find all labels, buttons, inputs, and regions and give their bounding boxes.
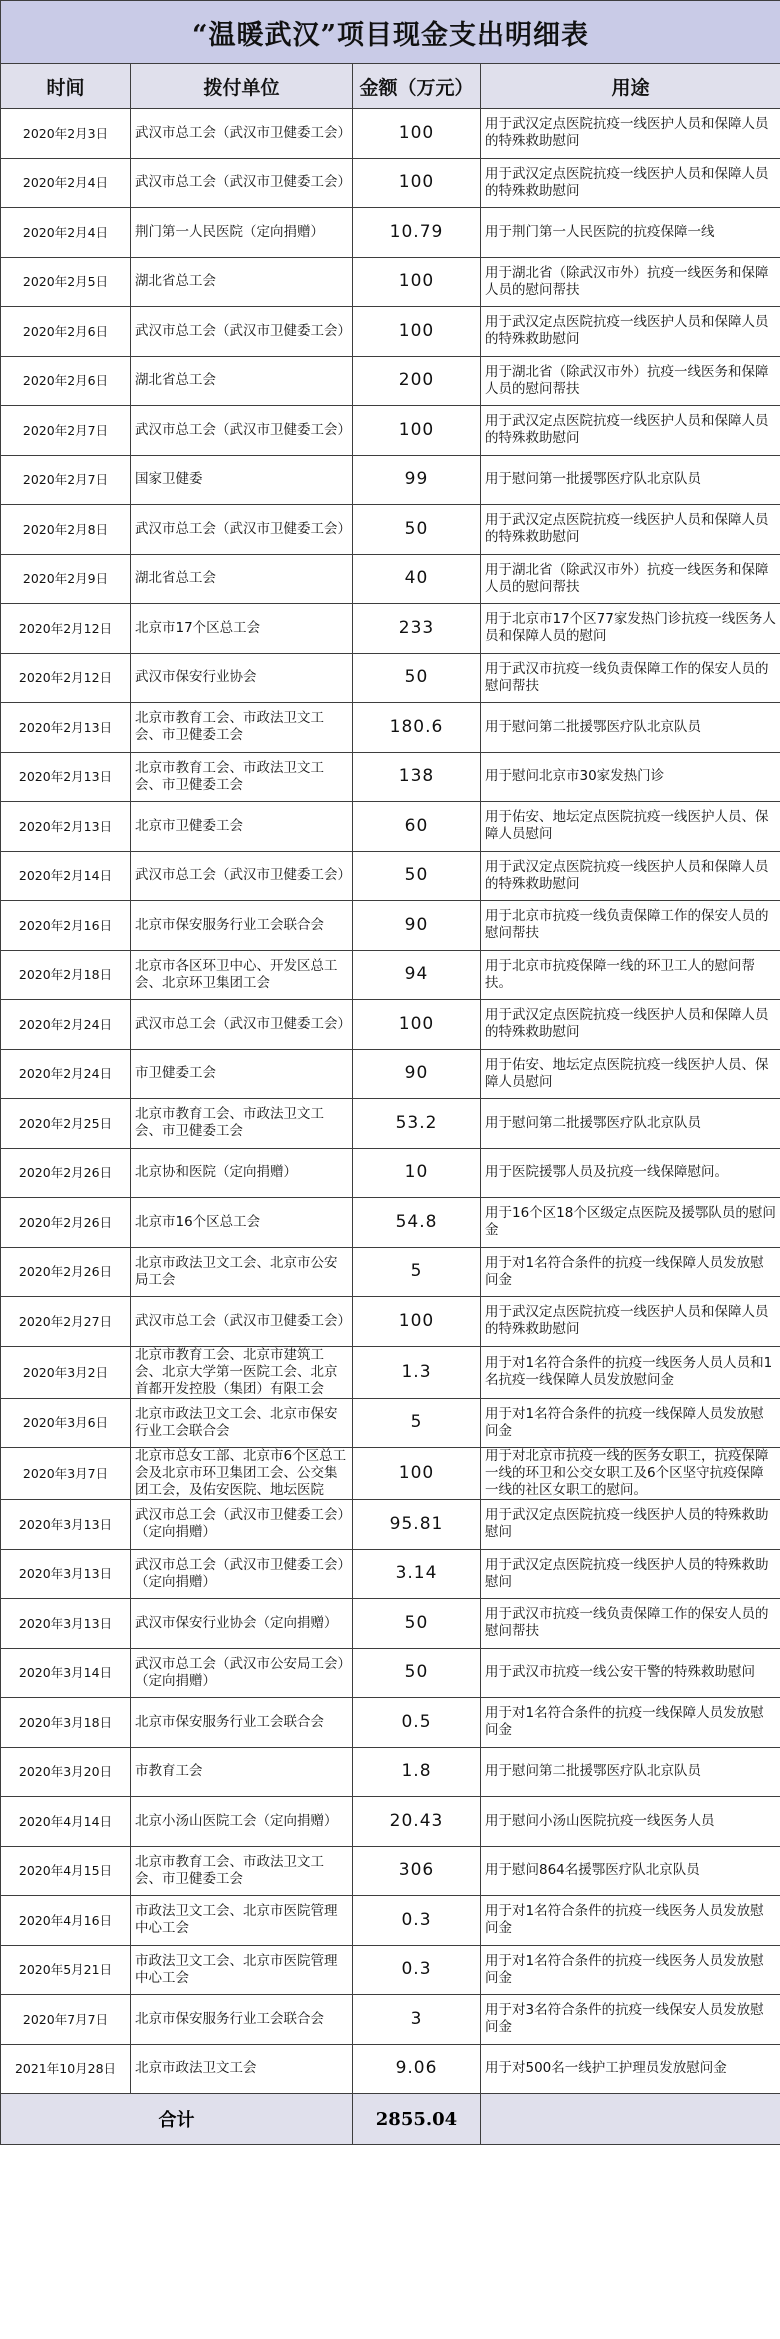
- row-date: 2020年2月25日: [1, 1099, 131, 1149]
- row-payer: 武汉市总工会（武汉市卫健委工会）: [131, 851, 353, 901]
- table-row: [1, 1945, 780, 1995]
- row-date: 2020年2月6日: [1, 356, 131, 406]
- row-date: 2020年2月3日: [1, 109, 131, 159]
- row-payer: 北京协和医院（定向捐赠）: [131, 1148, 353, 1198]
- row-purpose: 用于北京市抗疫一线负责保障工作的保安人员的慰问帮扶: [481, 901, 780, 951]
- row-purpose: 用于武汉市抗疫一线负责保障工作的保安人员的慰问帮扶: [481, 653, 780, 703]
- table-row: [1, 1500, 780, 1550]
- row-date: 2020年2月12日: [1, 604, 131, 654]
- row-date: 2020年4月15日: [1, 1846, 131, 1896]
- row-amount: 100: [353, 1297, 481, 1347]
- row-date: 2020年2月13日: [1, 802, 131, 852]
- row-payer: 北京市卫健委工会: [131, 802, 353, 852]
- row-amount: 54.8: [353, 1198, 481, 1248]
- row-payer: 北京市政法卫文工会、北京市保安行业工会联合会: [131, 1398, 353, 1448]
- table-row: [1, 1198, 780, 1248]
- table-row: [1, 158, 780, 208]
- row-amount: 10: [353, 1148, 481, 1198]
- row-payer: 武汉市总工会（武汉市公安局工会）（定向捐赠）: [131, 1648, 353, 1698]
- row-amount: 100: [353, 1000, 481, 1050]
- row-purpose: 用于武汉定点医院抗疫一线医护人员和保障人员的特殊救助慰问: [481, 158, 780, 208]
- row-payer: 市政法卫文工会、北京市医院管理中心工会: [131, 1945, 353, 1995]
- table-row: [1, 208, 780, 258]
- table-row: [1, 1797, 780, 1847]
- row-purpose: 用于北京市17个区77家发热门诊抗疫一线医务人员和保障人员的慰问: [481, 604, 780, 654]
- row-date: 2020年2月24日: [1, 1049, 131, 1099]
- row-amount: 9.06: [353, 2044, 481, 2094]
- table-row: [1, 1297, 780, 1347]
- row-purpose: 用于慰问第二批援鄂医疗队北京队员: [481, 703, 780, 753]
- row-payer: 武汉市总工会（武汉市卫健委工会）: [131, 1000, 353, 1050]
- row-amount: 50: [353, 1648, 481, 1698]
- header-payer: 拨付单位: [131, 64, 353, 109]
- row-amount: 0.5: [353, 1698, 481, 1748]
- row-date: 2020年3月18日: [1, 1698, 131, 1748]
- row-date: 2020年4月14日: [1, 1797, 131, 1847]
- row-amount: 5: [353, 1398, 481, 1448]
- total-row: [1, 2094, 780, 2145]
- table-row: [1, 604, 780, 654]
- row-date: 2020年3月2日: [1, 1346, 131, 1398]
- row-payer: 武汉市总工会（武汉市卫健委工会）（定向捐赠）: [131, 1500, 353, 1550]
- row-amount: 1.3: [353, 1346, 481, 1398]
- row-purpose: 用于对3名符合条件的抗疫一线保安人员发放慰问金: [481, 1995, 780, 2045]
- table-row: [1, 1549, 780, 1599]
- row-amount: 20.43: [353, 1797, 481, 1847]
- row-date: 2020年2月24日: [1, 1000, 131, 1050]
- row-amount: 100: [353, 406, 481, 456]
- row-payer: 北京市教育工会、市政法卫文工会、市卫健委工会: [131, 752, 353, 802]
- row-amount: 50: [353, 653, 481, 703]
- row-amount: 100: [353, 307, 481, 357]
- row-purpose: 用于医院援鄂人员及抗疫一线保障慰问。: [481, 1148, 780, 1198]
- table-row: [1, 1648, 780, 1698]
- row-date: 2020年5月21日: [1, 1945, 131, 1995]
- row-amount: 10.79: [353, 208, 481, 258]
- row-payer: 北京市总女工部、北京市6个区总工会及北京市环卫集团工会、公交集团工会，及佑安医院、地坛医院: [131, 1448, 353, 1500]
- row-amount: 40: [353, 554, 481, 604]
- row-amount: 94: [353, 950, 481, 1000]
- row-date: 2020年2月4日: [1, 208, 131, 258]
- row-amount: 306: [353, 1846, 481, 1896]
- row-payer: 北京市17个区总工会: [131, 604, 353, 654]
- row-date: 2020年2月4日: [1, 158, 131, 208]
- table-row: [1, 406, 780, 456]
- row-amount: 100: [353, 1448, 481, 1500]
- row-amount: 90: [353, 1049, 481, 1099]
- row-date: 2020年2月6日: [1, 307, 131, 357]
- row-date: 2020年3月13日: [1, 1549, 131, 1599]
- row-payer: 北京市教育工会、北京市建筑工会、北京大学第一医院工会、北京首都开发控股（集团）有限工会: [131, 1346, 353, 1398]
- row-purpose: 用于对500名一线护工护理员发放慰问金: [481, 2044, 780, 2094]
- row-date: 2020年2月7日: [1, 406, 131, 456]
- row-amount: 5: [353, 1247, 481, 1297]
- header-amount: 金额（万元）: [353, 64, 481, 109]
- row-amount: 233: [353, 604, 481, 654]
- row-date: 2020年2月9日: [1, 554, 131, 604]
- row-date: 2020年3月13日: [1, 1500, 131, 1550]
- row-purpose: 用于对1名符合条件的抗疫一线保障人员发放慰问金: [481, 1247, 780, 1297]
- table-row: [1, 554, 780, 604]
- row-amount: 3: [353, 1995, 481, 2045]
- row-payer: 武汉市保安行业协会: [131, 653, 353, 703]
- row-payer: 武汉市总工会（武汉市卫健委工会）: [131, 1297, 353, 1347]
- row-purpose: 用于武汉定点医院抗疫一线医护人员的特殊救助慰问: [481, 1500, 780, 1550]
- row-date: 2020年2月26日: [1, 1247, 131, 1297]
- row-purpose: 用于慰问第二批援鄂医疗队北京队员: [481, 1099, 780, 1149]
- row-purpose: 用于武汉定点医院抗疫一线医护人员的特殊救助慰问: [481, 1549, 780, 1599]
- row-amount: 1.8: [353, 1747, 481, 1797]
- row-payer: 北京市各区环卫中心、开发区总工会、北京环卫集团工会: [131, 950, 353, 1000]
- table-row: [1, 653, 780, 703]
- row-payer: 市政法卫文工会、北京市医院管理中心工会: [131, 1896, 353, 1946]
- row-date: 2020年2月26日: [1, 1148, 131, 1198]
- table-row: [1, 901, 780, 951]
- row-purpose: 用于湖北省（除武汉市外）抗疫一线医务和保障人员的慰问帮扶: [481, 356, 780, 406]
- row-amount: 0.3: [353, 1945, 481, 1995]
- row-amount: 60: [353, 802, 481, 852]
- table-row: [1, 1448, 780, 1500]
- row-date: 2020年2月18日: [1, 950, 131, 1000]
- row-purpose: 用于武汉市抗疫一线负责保障工作的保安人员的慰问帮扶: [481, 1599, 780, 1649]
- row-date: 2020年4月16日: [1, 1896, 131, 1946]
- row-date: 2020年2月14日: [1, 851, 131, 901]
- row-purpose: 用于对1名符合条件的抗疫一线医务人员人员和1名抗疫一线保障人员发放慰问金: [481, 1346, 780, 1398]
- table-row: [1, 257, 780, 307]
- row-amount: 50: [353, 851, 481, 901]
- row-payer: 湖北省总工会: [131, 554, 353, 604]
- row-purpose: 用于荆门第一人民医院的抗疫保障一线: [481, 208, 780, 258]
- table-row: [1, 703, 780, 753]
- row-amount: 50: [353, 1599, 481, 1649]
- row-date: 2020年3月6日: [1, 1398, 131, 1448]
- row-amount: 100: [353, 257, 481, 307]
- row-purpose: 用于武汉定点医院抗疫一线医护人员和保障人员的特殊救助慰问: [481, 307, 780, 357]
- row-amount: 0.3: [353, 1896, 481, 1946]
- row-amount: 200: [353, 356, 481, 406]
- row-date: 2020年7月7日: [1, 1995, 131, 2045]
- row-purpose: 用于武汉定点医院抗疫一线医护人员和保障人员的特殊救助慰问: [481, 851, 780, 901]
- row-payer: 北京小汤山医院工会（定向捐赠）: [131, 1797, 353, 1847]
- row-purpose: 用于武汉定点医院抗疫一线医护人员和保障人员的特殊救助慰问: [481, 1000, 780, 1050]
- table-row: [1, 1599, 780, 1649]
- row-payer: 北京市教育工会、市政法卫文工会、市卫健委工会: [131, 703, 353, 753]
- row-date: 2020年3月14日: [1, 1648, 131, 1698]
- header-purpose: 用途: [481, 64, 780, 109]
- row-payer: 北京市16个区总工会: [131, 1198, 353, 1248]
- row-payer: 武汉市总工会（武汉市卫健委工会）: [131, 109, 353, 159]
- row-payer: 国家卫健委: [131, 455, 353, 505]
- row-purpose: 用于对1名符合条件的抗疫一线医务人员发放慰问金: [481, 1945, 780, 1995]
- row-purpose: 用于北京市抗疫保障一线的环卫工人的慰问帮扶。: [481, 950, 780, 1000]
- table-row: [1, 356, 780, 406]
- header-row: [1, 64, 780, 109]
- table-row: [1, 455, 780, 505]
- table-title: “温暖武汉”项目现金支出明细表: [1, 1, 780, 64]
- row-date: 2020年2月26日: [1, 1198, 131, 1248]
- row-date: 2020年2月7日: [1, 455, 131, 505]
- row-payer: 武汉市保安行业协会（定向捐赠）: [131, 1599, 353, 1649]
- table-row: [1, 1247, 780, 1297]
- row-amount: 95.81: [353, 1500, 481, 1550]
- row-date: 2020年3月20日: [1, 1747, 131, 1797]
- row-date: 2020年2月12日: [1, 653, 131, 703]
- row-purpose: 用于慰问北京市30家发热门诊: [481, 752, 780, 802]
- row-amount: 99: [353, 455, 481, 505]
- row-payer: 湖北省总工会: [131, 257, 353, 307]
- row-date: 2020年3月7日: [1, 1448, 131, 1500]
- table-body: [1, 109, 780, 2094]
- row-purpose: 用于湖北省（除武汉市外）抗疫一线医务和保障人员的慰问帮扶: [481, 257, 780, 307]
- row-payer: 荆门第一人民医院（定向捐赠）: [131, 208, 353, 258]
- row-purpose: 用于武汉定点医院抗疫一线医护人员和保障人员的特殊救助慰问: [481, 109, 780, 159]
- table-row: [1, 1747, 780, 1797]
- row-payer: 武汉市总工会（武汉市卫健委工会）: [131, 406, 353, 456]
- table-row: [1, 1049, 780, 1099]
- row-date: 2020年2月16日: [1, 901, 131, 951]
- table-row: [1, 1148, 780, 1198]
- table-row: [1, 109, 780, 159]
- row-amount: 138: [353, 752, 481, 802]
- table-row: [1, 1698, 780, 1748]
- row-date: 2021年10月28日: [1, 2044, 131, 2094]
- row-amount: 100: [353, 109, 481, 159]
- row-purpose: 用于武汉定点医院抗疫一线医护人员和保障人员的特殊救助慰问: [481, 406, 780, 456]
- row-amount: 100: [353, 158, 481, 208]
- row-purpose: 用于对1名符合条件的抗疫一线保障人员发放慰问金: [481, 1398, 780, 1448]
- row-payer: 武汉市总工会（武汉市卫健委工会）: [131, 505, 353, 555]
- table-row: [1, 1398, 780, 1448]
- table-row: [1, 1995, 780, 2045]
- row-payer: 北京市保安服务行业工会联合会: [131, 901, 353, 951]
- row-amount: 3.14: [353, 1549, 481, 1599]
- row-payer: 武汉市总工会（武汉市卫健委工会）（定向捐赠）: [131, 1549, 353, 1599]
- title-row: [1, 1, 780, 64]
- row-payer: 北京市教育工会、市政法卫文工会、市卫健委工会: [131, 1099, 353, 1149]
- row-payer: 北京市政法卫文工会、北京市公安局工会: [131, 1247, 353, 1297]
- row-payer: 北京市保安服务行业工会联合会: [131, 1698, 353, 1748]
- row-purpose: 用于慰问第二批援鄂医疗队北京队员: [481, 1747, 780, 1797]
- total-label: 合计: [1, 2094, 353, 2145]
- table-row: [1, 802, 780, 852]
- table-row: [1, 1000, 780, 1050]
- row-date: 2020年3月13日: [1, 1599, 131, 1649]
- row-purpose: 用于佑安、地坛定点医院抗疫一线医护人员、保障人员慰问: [481, 1049, 780, 1099]
- row-purpose: 用于慰问第一批援鄂医疗队北京队员: [481, 455, 780, 505]
- row-purpose: 用于武汉定点医院抗疫一线医护人员和保障人员的特殊救助慰问: [481, 505, 780, 555]
- row-date: 2020年2月13日: [1, 752, 131, 802]
- table-row: [1, 307, 780, 357]
- table-row: [1, 752, 780, 802]
- row-payer: 武汉市总工会（武汉市卫健委工会）: [131, 158, 353, 208]
- row-purpose: 用于对1名符合条件的抗疫一线保障人员发放慰问金: [481, 1698, 780, 1748]
- row-payer: 湖北省总工会: [131, 356, 353, 406]
- total-blank: [481, 2094, 780, 2145]
- table-row: [1, 2044, 780, 2094]
- header-date: 时间: [1, 64, 131, 109]
- row-purpose: 用于佑安、地坛定点医院抗疫一线医护人员、保障人员慰问: [481, 802, 780, 852]
- row-amount: 53.2: [353, 1099, 481, 1149]
- row-payer: 武汉市总工会（武汉市卫健委工会）: [131, 307, 353, 357]
- row-purpose: 用于对1名符合条件的抗疫一线医务人员发放慰问金: [481, 1896, 780, 1946]
- table-row: [1, 505, 780, 555]
- row-amount: 50: [353, 505, 481, 555]
- table-row: [1, 1896, 780, 1946]
- row-payer: 北京市保安服务行业工会联合会: [131, 1995, 353, 2045]
- row-date: 2020年2月13日: [1, 703, 131, 753]
- row-purpose: 用于16个区18个区级定点医院及援鄂队员的慰问金: [481, 1198, 780, 1248]
- table-row: [1, 851, 780, 901]
- row-payer: 市卫健委工会: [131, 1049, 353, 1099]
- row-purpose: 用于武汉市抗疫一线公安干警的特殊救助慰问: [481, 1648, 780, 1698]
- table-row: [1, 950, 780, 1000]
- row-purpose: 用于慰问864名援鄂医疗队北京队员: [481, 1846, 780, 1896]
- table-row: [1, 1846, 780, 1896]
- row-payer: 市教育工会: [131, 1747, 353, 1797]
- total-amount: 2855.04: [353, 2094, 481, 2145]
- row-amount: 90: [353, 901, 481, 951]
- row-date: 2020年2月5日: [1, 257, 131, 307]
- row-amount: 180.6: [353, 703, 481, 753]
- row-date: 2020年2月8日: [1, 505, 131, 555]
- table-row: [1, 1346, 780, 1398]
- row-purpose: 用于武汉定点医院抗疫一线医护人员和保障人员的特殊救助慰问: [481, 1297, 780, 1347]
- row-date: 2020年2月27日: [1, 1297, 131, 1347]
- row-purpose: 用于对北京市抗疫一线的医务女职工，抗疫保障一线的环卫和公交女职工及6个区坚守抗疫保障一线的社区女职工的慰问。: [481, 1448, 780, 1500]
- row-purpose: 用于湖北省（除武汉市外）抗疫一线医务和保障人员的慰问帮扶: [481, 554, 780, 604]
- row-payer: 北京市教育工会、市政法卫文工会、市卫健委工会: [131, 1846, 353, 1896]
- row-purpose: 用于慰问小汤山医院抗疫一线医务人员: [481, 1797, 780, 1847]
- table-row: [1, 1099, 780, 1149]
- row-payer: 北京市政法卫文工会: [131, 2044, 353, 2094]
